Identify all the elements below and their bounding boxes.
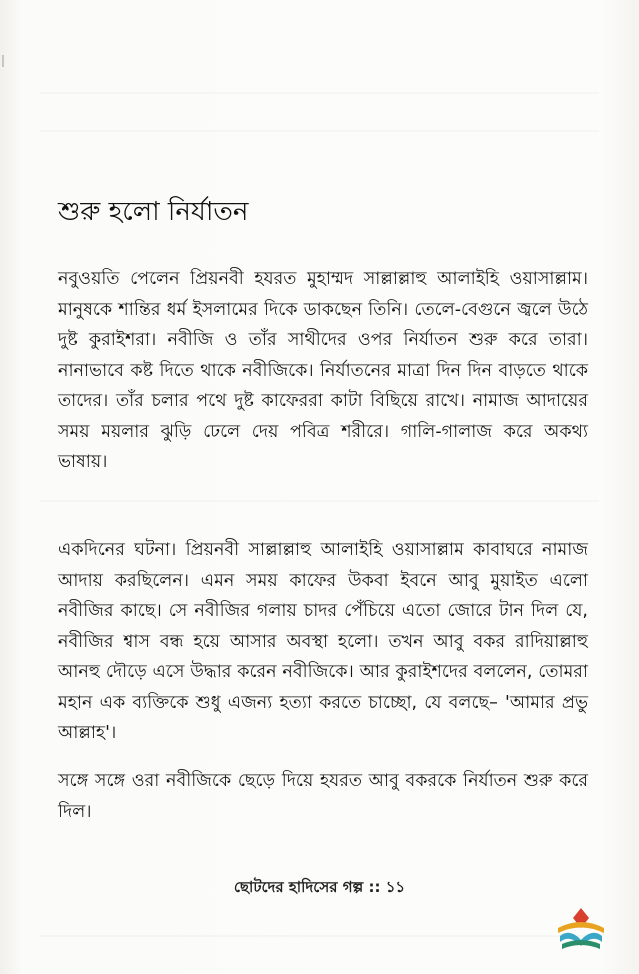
page-footer: ছোটদের হাদিসের গল্প :: ১১ xyxy=(233,878,406,896)
paragraph-2: একদিনের ঘটনা। প্রিয়নবী সাল্লাল্লাহু আলাইহি ওয়াসাল্লাম কাবাঘরে নামাজ আদায় করছিলেন। এমন সময় কাফের উকবা ইবনে আবু মুয়াইত এলো নবীজির কাছে। সে নবীজির গলায় চাদর পেঁচিয়ে এতো জোরে টান দিল যে, নবীজির শ্বাস বন্ধ হয়ে আসার অবস্থা হলো। তখন আবু বকর রাদিয়াল্লাহু আনহু দৌড়ে এসে উদ্ধার করেন নবীজিকে। আর কুরাইশদের বললেন, তোমরা মহান এক ব্যক্তিকে শুধু এজন্য হত্যা করতে চাচ্ছো, যে বলছে– 'আমার প্রভু আল্লাহ'। xyxy=(58,540,588,743)
page-edge-mark xyxy=(2,55,4,67)
bleed-through-line xyxy=(40,130,599,132)
logo-arc-shape xyxy=(558,922,604,933)
chapter-heading: শুরু হলো নির্যাতন xyxy=(58,197,249,227)
bleed-through-line xyxy=(40,500,599,502)
paragraph-3: সঙ্গে সঙ্গে ওরা নবীজিকে ছেড়ে দিয়ে হযরত আবু বকরকে নির্যাতন শুরু করে দিল। xyxy=(58,771,588,822)
publisher-logo-icon xyxy=(556,906,606,952)
logo-base-shape xyxy=(562,940,600,949)
paragraph-1: নবুওয়তি পেলেন প্রিয়নবী হযরত মুহাম্মদ সাল্লাল্লাহু আলাইহি ওয়াসাল্লাম। মানুষকে শান্তির ধর্ম ইসলামের দিকে ডাকছেন তিনি। তেলে-বেগুনে জ্বলে উঠে দুষ্ট কুরাইশরা। নবীজি ও তাঁর সাথীদের ওপর নির্যাতন শুরু করে তারা। নানাভাবে কষ্ট দিতে থাকে নবীজিকে। নির্যাতনের মাত্রা দিন দিন বাড়তে থাকে তাদের। তাঁর চলার পথে দুষ্ট কাফেররা কাটা বিছিয়ে রাখে। নামাজ আদায়ের সময় ময়লার ঝুড়ি ঢেলে দেয় পবিত্র শরীরে। গালি-গালাজ করে অকথ্য ভাষায়। xyxy=(58,269,588,472)
bleed-through-line xyxy=(40,935,599,937)
bleed-through-line xyxy=(40,92,599,94)
